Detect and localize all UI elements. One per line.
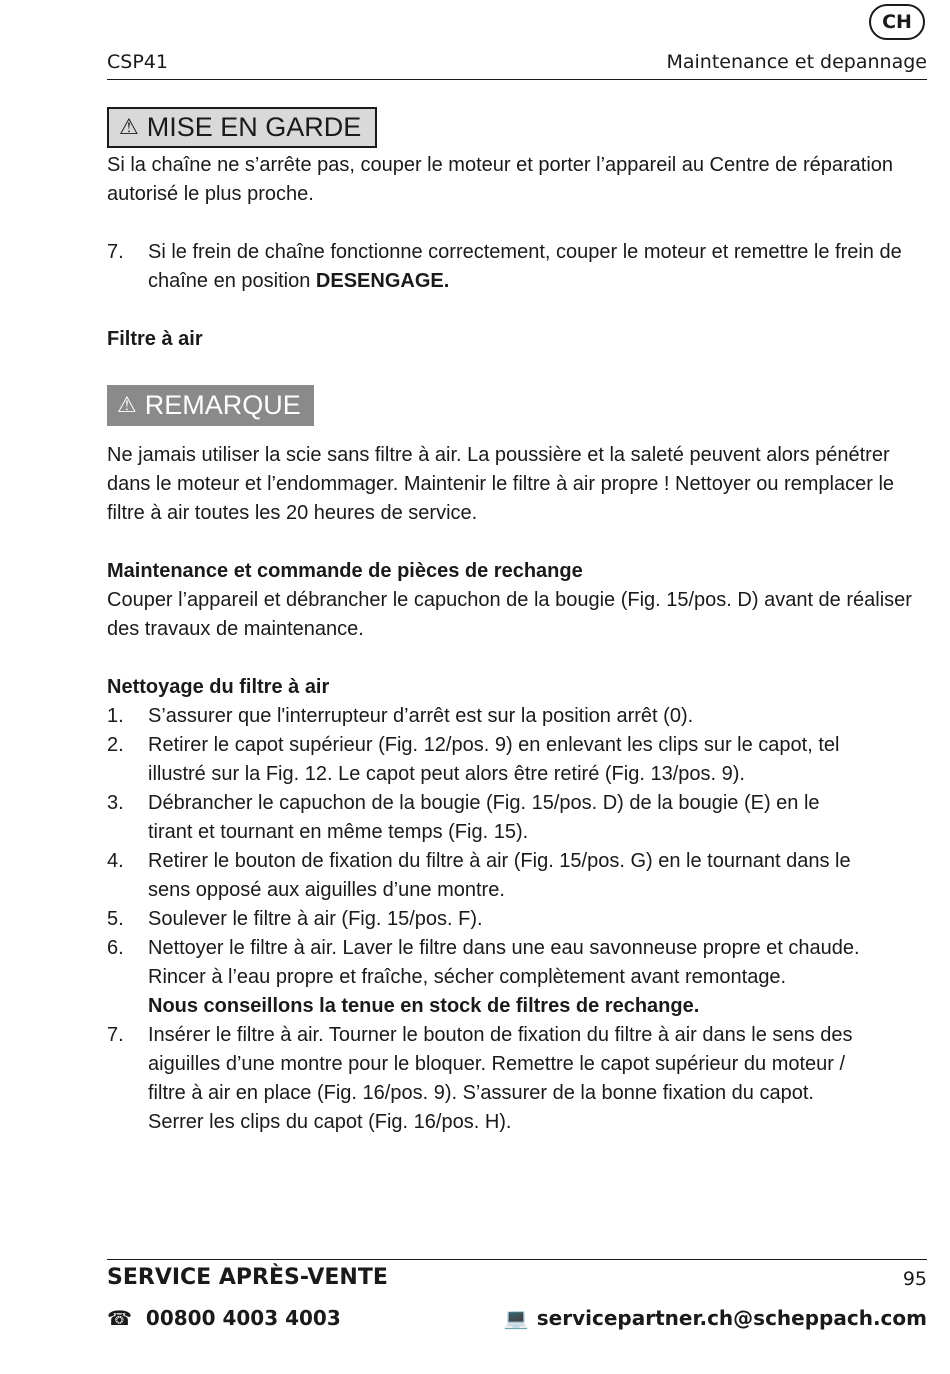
list-item-number: 3. bbox=[107, 792, 124, 814]
note-label: REMARQUE bbox=[144, 390, 301, 420]
list-item-line: S’assurer que l'interrupteur d’arrêt est sur la position arrêt (0). bbox=[148, 705, 694, 727]
footer-title: SERVICE APRÈS-VENTE bbox=[107, 1265, 388, 1290]
list-item-line: illustré sur la Fig. 12. Le capot peut alors être retiré (Fig. 13/pos. 9). bbox=[148, 763, 745, 785]
list-item-number: 7. bbox=[107, 1024, 124, 1046]
list-item-number: 2. bbox=[107, 734, 124, 756]
maintenance-text: Couper l’appareil et débrancher le capuchon de la bougie (Fig. 15/pos. D) avant de réaliser des travaux de maintenance. bbox=[107, 589, 912, 640]
air-filter-heading: Filtre à air bbox=[107, 328, 203, 350]
list-item-line: Insérer le filtre à air. Tourner le bouton de fixation du filtre à air dans le sens des bbox=[148, 1024, 853, 1046]
list-item bbox=[107, 789, 927, 847]
warning-label: MISE EN GARDE bbox=[146, 112, 362, 142]
footer-email bbox=[504, 1306, 927, 1330]
footer-phone bbox=[107, 1306, 341, 1330]
list-item-line: aiguilles d’une montre pour le bloquer. Remettre le capot supérieur du moteur / bbox=[148, 1053, 846, 1075]
phone-icon: ☎ bbox=[107, 1306, 132, 1330]
warning-triangle-icon: ⚠ bbox=[119, 115, 139, 140]
model-label: CSP41 bbox=[107, 51, 168, 73]
computer-icon: 💻 bbox=[503, 1306, 529, 1330]
list-item-line: Nettoyer le filtre à air. Laver le filtre dans une eau savonneuse propre et chaude. bbox=[148, 937, 860, 959]
brake-step-number: 7. bbox=[107, 241, 124, 263]
list-item bbox=[107, 1021, 927, 1137]
note-label-box bbox=[107, 385, 314, 426]
list-item-line: Soulever le filtre à air (Fig. 15/pos. F). bbox=[148, 908, 483, 930]
brake-step-bold: DESENGAGE. bbox=[315, 270, 450, 292]
list-item-number: 4. bbox=[107, 850, 124, 872]
note-text: Ne jamais utiliser la scie sans filtre à air. La poussière et la saleté peuvent alors pénétrer dans le moteur et l’endommager. Maintenir le filtre à air propre ! Nettoyer ou remplacer le filtre à air toutes les 20 heures de service. bbox=[107, 444, 895, 524]
list-item-number: 5. bbox=[107, 908, 124, 930]
list-item-line: Serrer les clips du capot (Fig. 16/pos. H). bbox=[148, 1111, 512, 1133]
list-item bbox=[107, 731, 927, 789]
email-address[interactable]: servicepartner.ch@scheppach.com bbox=[536, 1306, 927, 1330]
list-item bbox=[107, 702, 927, 731]
country-badge: CH bbox=[869, 4, 925, 40]
list-item-bold-line: Nous conseillons la tenue en stock de filtres de rechange. bbox=[148, 995, 700, 1017]
phone-number: 00800 4003 4003 bbox=[145, 1306, 341, 1330]
list-item-line: sens opposé aux aiguilles d’une montre. bbox=[148, 879, 505, 901]
page-number: 95 bbox=[902, 1268, 927, 1290]
cleaning-heading: Nettoyage du filtre à air bbox=[107, 676, 330, 698]
warning-triangle-icon: ⚠ bbox=[117, 393, 137, 418]
header-divider bbox=[107, 79, 927, 80]
footer-divider bbox=[107, 1259, 927, 1260]
maintenance-heading: Maintenance et commande de pièces de rechange bbox=[107, 560, 583, 582]
list-item-line: Retirer le capot supérieur (Fig. 12/pos. 9) en enlevant les clips sur le capot, tel bbox=[148, 734, 840, 756]
list-item-line: tirant et tournant en même temps (Fig. 15). bbox=[148, 821, 529, 843]
list-item-line: Retirer le bouton de fixation du filtre à air (Fig. 15/pos. G) en le tournant dans le bbox=[148, 850, 851, 872]
list-item bbox=[107, 847, 927, 905]
brake-step-text: Si le frein de chaîne fonctionne correctement, couper le moteur et remettre le frein de chaîne en position DESENGAGE. bbox=[148, 241, 902, 292]
list-item-line: Débrancher le capuchon de la bougie (Fig. 15/pos. D) de la bougie (E) en le bbox=[148, 792, 820, 814]
list-item-line: filtre à air en place (Fig. 16/pos. 9). S’assurer de la bonne fixation du capot. bbox=[148, 1082, 814, 1104]
list-item-number: 1. bbox=[107, 705, 124, 727]
warning-text: Si la chaîne ne s’arrête pas, couper le moteur et porter l’appareil au Centre de réparation autorisé le plus proche. bbox=[107, 154, 894, 205]
list-item bbox=[107, 905, 927, 934]
list-item-number: 6. bbox=[107, 937, 124, 959]
brake-step bbox=[107, 238, 927, 296]
list-item-line: Rincer à l’eau propre et fraîche, sécher complètement avant remontage. bbox=[148, 966, 787, 988]
section-title: Maintenance et depannage bbox=[666, 51, 927, 73]
warning-label-box bbox=[107, 107, 377, 148]
list-item bbox=[107, 934, 927, 1021]
